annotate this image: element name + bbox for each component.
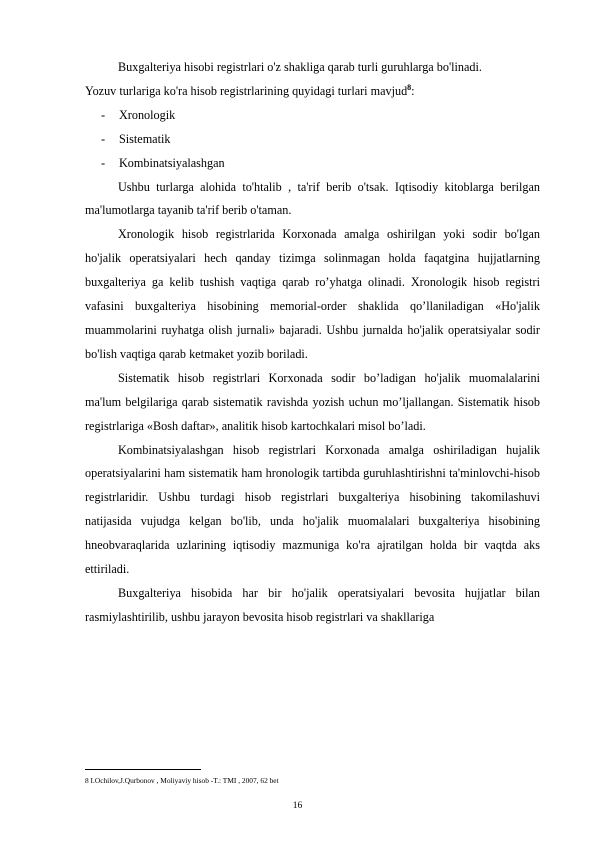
- footnote: 8 I.Ochilov,J.Qurbonov , Moliyaviy hisob -T.: TMI , 2007, 62 bet: [85, 776, 279, 785]
- list-item: [85, 152, 540, 176]
- list-item: [85, 104, 540, 128]
- list-item-label: Xronologik: [119, 107, 176, 122]
- list-item: [85, 128, 540, 152]
- paragraph-documentation: Buxgalteriya hisobida har bir ho'jalik operatsiyalari bevosita hujjatlar bilan rasmiylashtirilib, ushbu jarayon bevosita hisob registrlari va shakllariga: [85, 585, 540, 624]
- footnote-reference[interactable]: 8: [407, 82, 412, 92]
- paragraph-entry-types-colon: :: [411, 83, 415, 98]
- paragraph-combined: Kombinatsiyalashgan hisob registrlari Korxonada amalga oshiriladigan hujalik operatsiyalarini ham sistematik ham hronologik tartibda guruhlashtirishni ta'minlovchi-hisob registrlaridir. Ushbu turdagi hisob registrlari buxgalteriya hisobining takomilashuvi natijasida vujudga kelgan bo'lib, unda ho'jalik muomalalari buxgalteriya hisobining hneobvaraqlarida uzlarining iqtisodiy mazmuniga ko'ra ajratilgan holda bir vaqtda aks ettiriladi.: [85, 442, 540, 577]
- paragraph-systematic: Sistematik hisob registrlari Korxonada sodir bo’ladigan ho'jalik muomalalarini ma'lum belgilariga qarab sistematik ravishda yozish uchun mo’ljallangan. Sistematik hisob registrlariga «Bosh daftar», analitik hisob kartochkalari misol bo’ladi.: [85, 370, 540, 433]
- paragraph-register-forms: Buxgalteriya hisobi registrlari o'z shakliga qarab turli guruhlarga bo'linadi.: [118, 60, 482, 74]
- paragraph-definitions-intro: Ushbu turlarga alohida to'htalib , ta'rif berib o'tsak. Iqtisodiy kitoblarga berilgan ma'lumotlarga tayanib ta'rif berib o'taman.: [85, 179, 540, 218]
- list-item-label: Sistematik: [119, 131, 171, 146]
- list-dash-marker: -: [101, 131, 106, 146]
- page-number: 16: [292, 801, 303, 811]
- footnote-separator: [85, 769, 201, 770]
- paragraph-entry-types: [85, 80, 540, 104]
- list-dash-marker: -: [101, 155, 106, 170]
- paragraph-entry-types-text: Yozuv turlariga ko'ra hisob registrlarining quyidagi turlari mavjud: [85, 83, 408, 98]
- register-types-list: [85, 104, 540, 176]
- list-item-label: Kombinatsiyalashgan: [119, 155, 225, 170]
- body-text: [85, 56, 540, 630]
- paragraph-chronological: Xronologik hisob registrlarida Korxonada amalga oshirilgan yoki sodir bo'lgan ho'jalik operatsiyalari hech qanday tizimga solinmagan holda faqatgina hujjatlarning buxgalteriya ga kelib tushish vaqtiga qarab ro’yhatga olinadi. Xronologik hisob registri vafasini buxgalteriya hisobining memorial-order shaklida qo’llaniladigan «Ho'jalik muammolarini ruyhatga olish jurnali» bajaradi. Ushbu jurnalda ho'jalik operatsiyalar sodir bo'lish vaqtiga qarab ketmaket yozib boriladi.: [85, 227, 540, 361]
- list-dash-marker: -: [101, 107, 106, 122]
